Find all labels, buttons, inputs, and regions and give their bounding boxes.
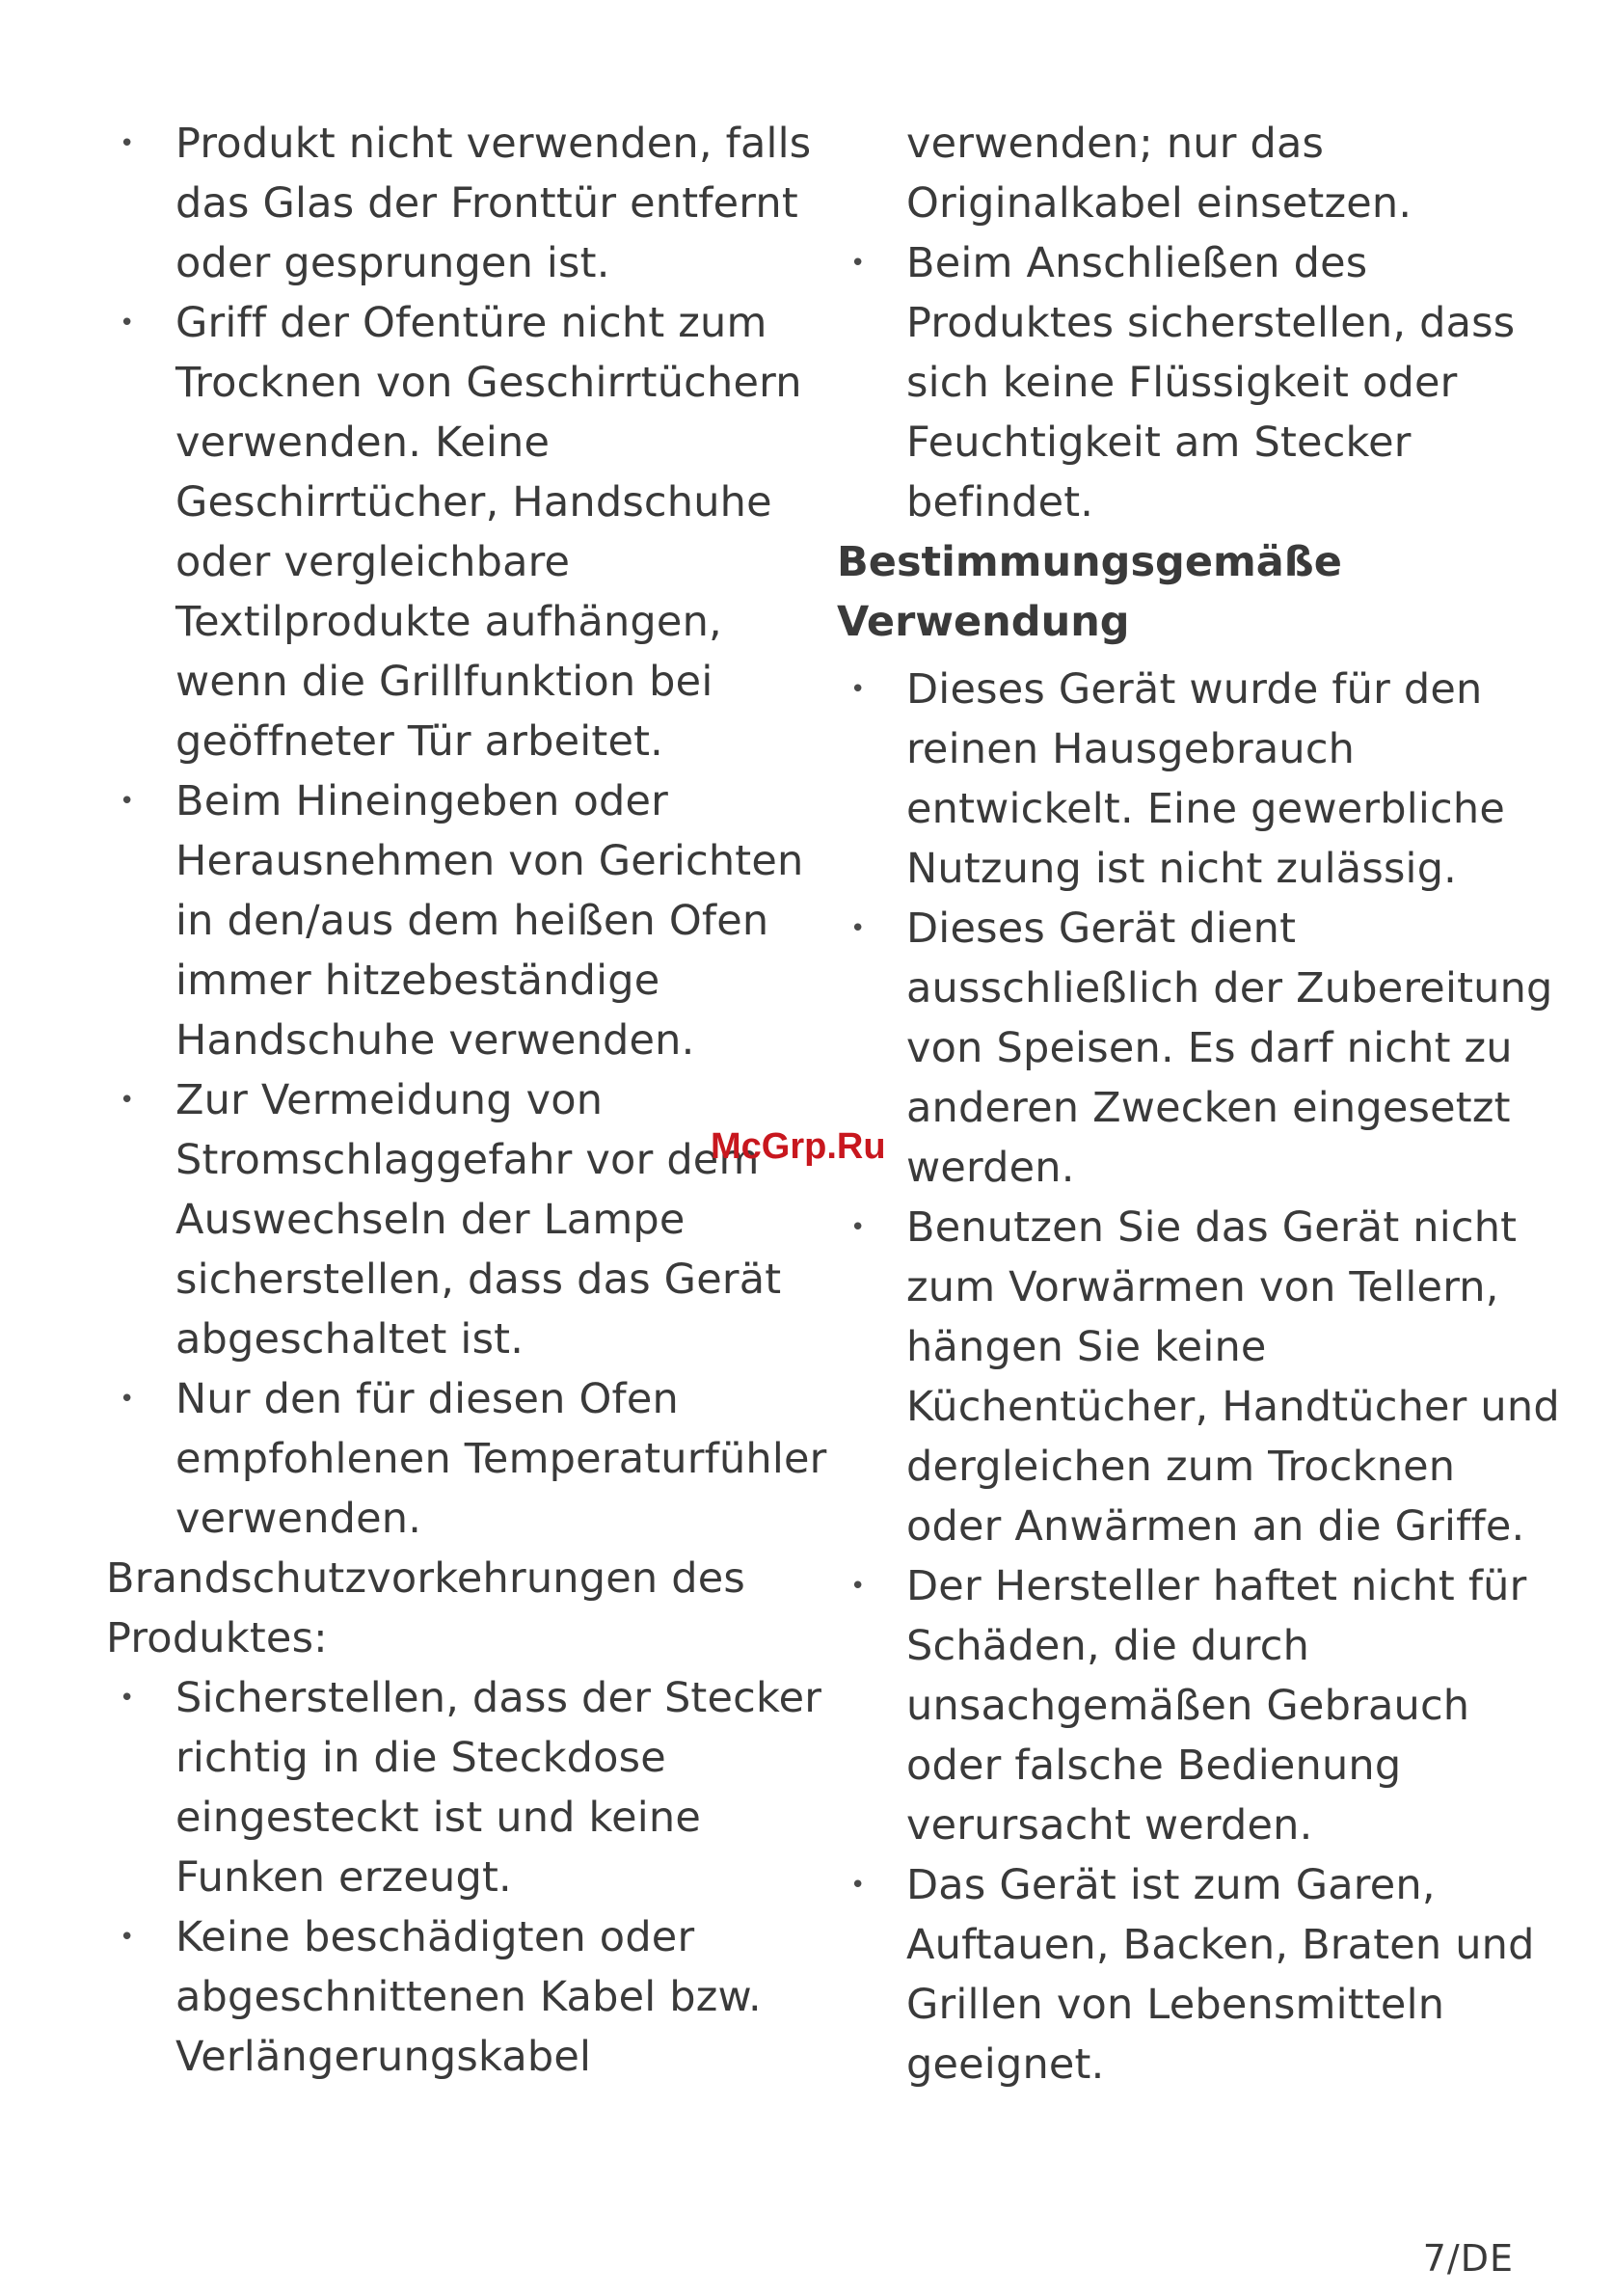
heading-line: Verwendung bbox=[837, 598, 1130, 646]
list-item-line: • Nur den für diesen Ofen bbox=[106, 1369, 800, 1429]
bullet-marker: • bbox=[120, 1385, 135, 1414]
bullet-marker: • bbox=[120, 309, 135, 338]
list-item bbox=[837, 1855, 1535, 2094]
list-item-line: Herausnehmen von Gerichten bbox=[175, 837, 804, 885]
list-item-line: • Der Hersteller haftet nicht für bbox=[837, 1556, 1512, 1616]
list-item-line: Textilprodukte aufhängen, bbox=[175, 598, 722, 646]
list-item-line: eingesteckt ist und keine bbox=[175, 1794, 702, 1842]
list-item-line: zum Vorwärmen von Tellern, bbox=[906, 1263, 1499, 1311]
list-item-line: das Glas der Fronttür entfernt bbox=[175, 179, 798, 228]
list-item bbox=[106, 293, 800, 771]
list-item-line: Produktes sicherstellen, dass bbox=[906, 299, 1516, 347]
list-item-line: Schäden, die durch bbox=[906, 1622, 1310, 1670]
list-item-line: • Keine beschädigten oder bbox=[106, 1907, 800, 1967]
list-item-line: verwenden; nur das bbox=[906, 120, 1325, 168]
heading-line: Bestimmungsgemäße bbox=[837, 538, 1342, 586]
left-column bbox=[106, 114, 827, 2087]
section-heading bbox=[837, 532, 1512, 652]
bullet-marker: • bbox=[120, 1923, 135, 1952]
list-item-line: • Zur Vermeidung von bbox=[106, 1070, 800, 1130]
list-item-line: unsachgemäßen Gebrauch bbox=[906, 1682, 1470, 1730]
bullet-marker: • bbox=[120, 787, 135, 816]
list-item-line: dergleichen zum Trocknen bbox=[906, 1443, 1456, 1491]
list-item bbox=[106, 114, 812, 293]
list-item-line: Trocknen von Geschirrtüchern bbox=[175, 359, 802, 407]
list-item-line: Auftauen, Backen, Braten und bbox=[906, 1921, 1535, 1969]
list-item-line: Feuchtigkeit am Stecker bbox=[906, 419, 1412, 467]
list-item bbox=[837, 660, 1512, 899]
list-item-line: Geschirrtücher, Handschuhe bbox=[175, 478, 772, 527]
bullet-marker: • bbox=[850, 675, 866, 704]
list-item-line: Nutzung ist nicht zulässig. bbox=[906, 845, 1458, 893]
list-item-line: sicherstellen, dass das Gerät bbox=[175, 1256, 782, 1304]
bullet-marker: • bbox=[850, 1572, 866, 1601]
bullet-marker: • bbox=[850, 1871, 866, 1900]
list-item-line: sich keine Flüssigkeit oder bbox=[906, 359, 1458, 407]
list-item-line: abgeschnittenen Kabel bzw. bbox=[175, 1973, 762, 2021]
list-item-line: abgeschaltet ist. bbox=[175, 1315, 525, 1364]
list-item-line: verursacht werden. bbox=[906, 1801, 1313, 1850]
paragraph-line: Produktes: bbox=[106, 1614, 328, 1662]
list-item-line: • Sicherstellen, dass der Stecker bbox=[106, 1668, 800, 1728]
list-item-line: Auswechseln der Lampe bbox=[175, 1196, 686, 1244]
list-item-line: richtig in die Steckdose bbox=[175, 1734, 666, 1782]
list-item-line: Grillen von Lebensmitteln bbox=[906, 1981, 1445, 2029]
list-item bbox=[837, 1556, 1527, 1855]
list-item-line: befindet. bbox=[906, 478, 1094, 527]
bullet-marker: • bbox=[120, 129, 135, 158]
fire-safety-intro bbox=[106, 1549, 800, 1668]
page-number: 7/DE bbox=[1422, 2237, 1514, 2280]
list-item-line: Funken erzeugt. bbox=[175, 1853, 512, 1902]
list-item-line: • Produkt nicht verwenden, falls bbox=[106, 114, 800, 174]
list-item-line: oder gesprungen ist. bbox=[175, 239, 610, 287]
list-item bbox=[106, 1070, 800, 1369]
list-item-continuation bbox=[837, 114, 1512, 233]
list-item-line: hängen Sie keine bbox=[906, 1323, 1267, 1371]
list-item bbox=[837, 1198, 1560, 1556]
list-item-line: reinen Hausgebrauch bbox=[906, 725, 1356, 773]
list-item-line: in den/aus dem heißen Ofen bbox=[175, 897, 769, 945]
list-item-line: Handschuhe verwenden. bbox=[175, 1016, 695, 1065]
list-item-line: oder Anwärmen an die Griffe. bbox=[906, 1502, 1525, 1551]
list-item-line: werden. bbox=[906, 1144, 1075, 1192]
list-item-line: Stromschlaggefahr vor dem bbox=[175, 1136, 760, 1184]
list-item-line: • Dieses Gerät dient bbox=[837, 899, 1512, 959]
list-item-line: Küchentücher, Handtücher und bbox=[906, 1383, 1560, 1431]
paragraph-line: Brandschutzvorkehrungen des bbox=[106, 1554, 745, 1603]
list-item-line: geeignet. bbox=[906, 2040, 1105, 2089]
list-item-line: oder vergleichbare bbox=[175, 538, 571, 586]
list-item-line: • Das Gerät ist zum Garen, bbox=[837, 1855, 1512, 1915]
list-item-line: immer hitzebeständige bbox=[175, 957, 660, 1005]
list-item-line: von Speisen. Es darf nicht zu bbox=[906, 1024, 1513, 1072]
right-column bbox=[837, 114, 1560, 2094]
list-item-line: oder falsche Bedienung bbox=[906, 1742, 1402, 1790]
list-item-line: anderen Zwecken eingesetzt bbox=[906, 1084, 1511, 1132]
bullet-marker: • bbox=[850, 1213, 866, 1242]
list-item-line: geöffneter Tür arbeitet. bbox=[175, 717, 664, 766]
list-item-line: • Dieses Gerät wurde für den bbox=[837, 660, 1512, 719]
list-item-line: entwickelt. Eine gewerbliche bbox=[906, 785, 1505, 833]
list-item bbox=[106, 1907, 800, 2087]
list-item-line: wenn die Grillfunktion bei bbox=[175, 658, 713, 706]
list-item bbox=[106, 1369, 827, 1549]
list-item-line: • Beim Hineingeben oder bbox=[106, 771, 800, 831]
list-item-line: • Beim Anschließen des bbox=[837, 233, 1512, 293]
watermark: McGrp.Ru bbox=[711, 1126, 886, 1167]
list-item-line: • Benutzen Sie das Gerät nicht bbox=[837, 1198, 1512, 1257]
bullet-marker: • bbox=[120, 1086, 135, 1115]
bullet-marker: • bbox=[850, 914, 866, 943]
list-item-line: empfohlenen Temperaturfühler bbox=[175, 1435, 827, 1483]
list-item-line: Verlängerungskabel bbox=[175, 2033, 592, 2081]
list-item-line: verwenden. Keine bbox=[175, 419, 551, 467]
list-item-line: • Griff der Ofentüre nicht zum bbox=[106, 293, 800, 353]
list-item-line: Originalkabel einsetzen. bbox=[906, 179, 1412, 228]
bullet-marker: • bbox=[120, 1684, 135, 1713]
list-item-line: verwenden. bbox=[175, 1495, 422, 1543]
list-item-line: ausschließlich der Zubereitung bbox=[906, 964, 1553, 1013]
list-item bbox=[106, 1668, 822, 1907]
list-item bbox=[106, 771, 804, 1070]
bullet-marker: • bbox=[850, 249, 866, 278]
list-item bbox=[837, 899, 1553, 1198]
list-item bbox=[837, 233, 1516, 532]
